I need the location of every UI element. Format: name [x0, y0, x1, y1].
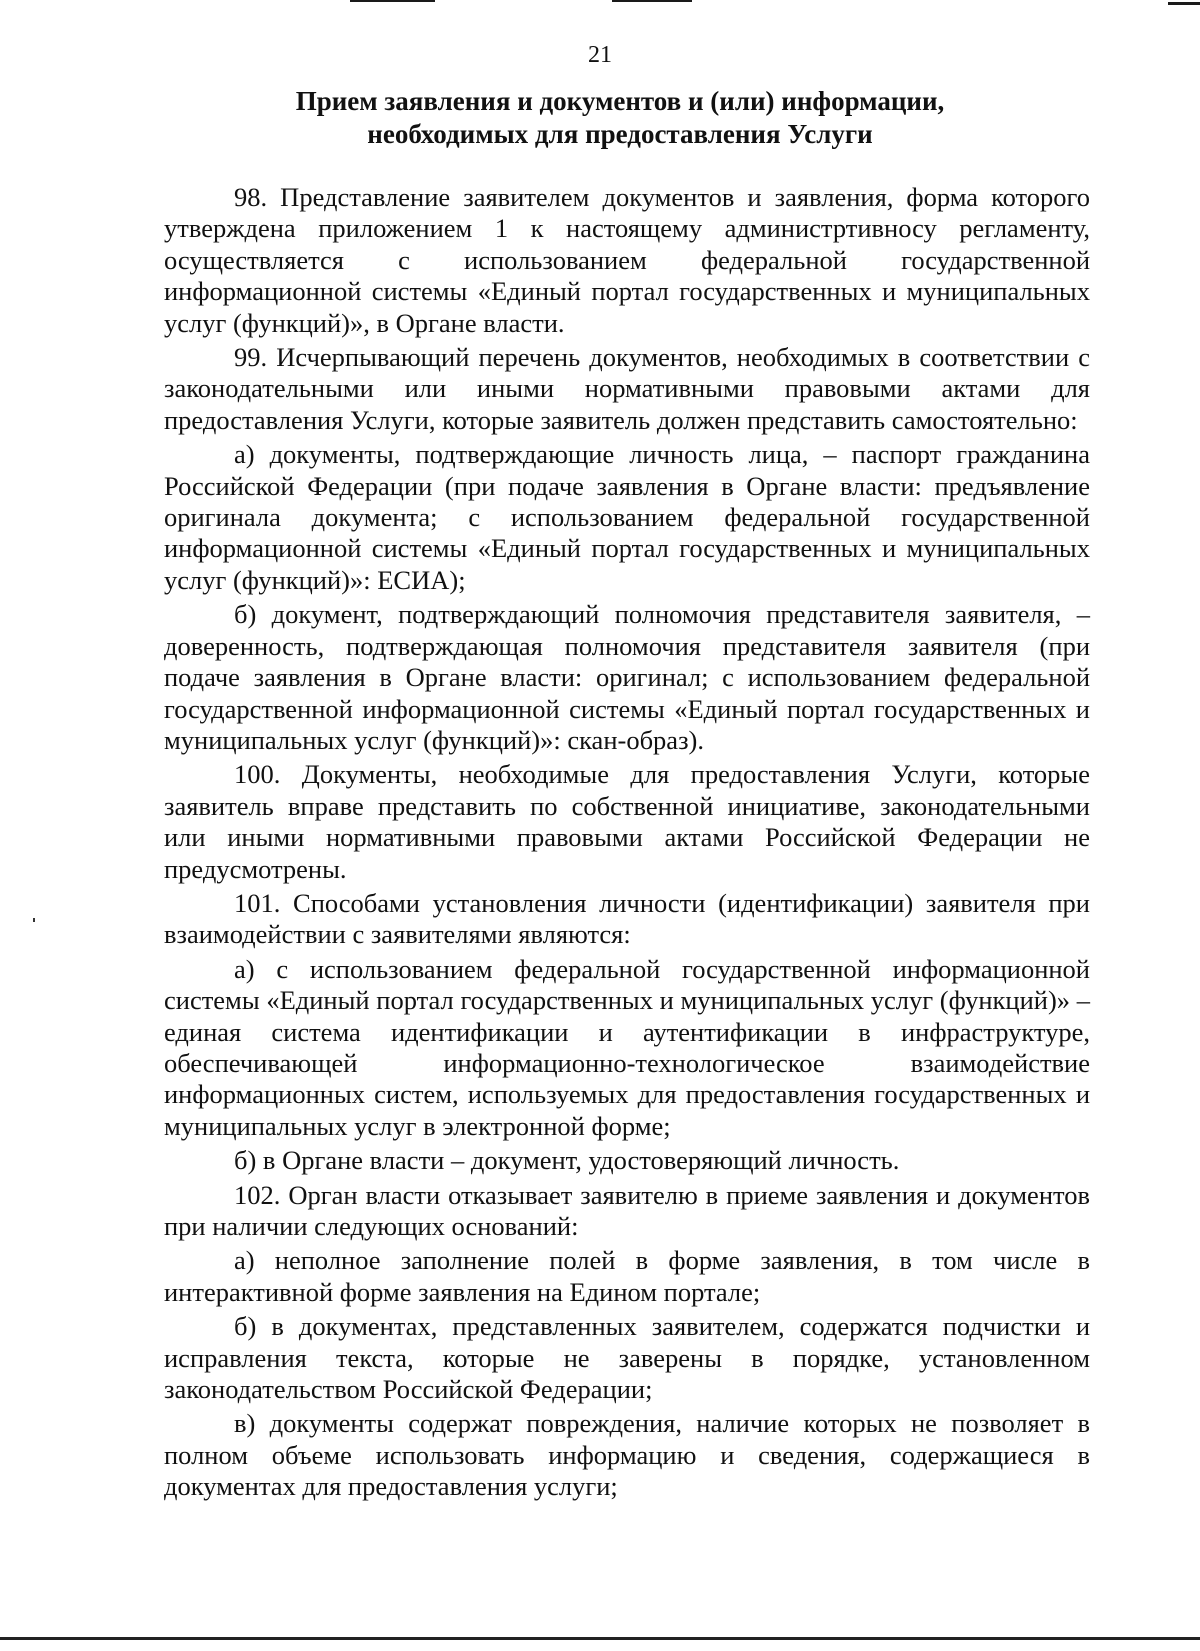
scan-artifact-corner — [1168, 2, 1200, 5]
paragraph-102-c: в) документы содержат повреждения, наличие которых не позволяет в полном объеме использовать информацию и сведения, содержащиеся в документах для предоставления услуги; — [164, 1408, 1090, 1502]
scan-artifact-bottom — [0, 1637, 1200, 1640]
page-number: 21 — [588, 42, 612, 68]
scan-artifact-top-left — [350, 0, 435, 2]
paragraph-101-a: а) с использованием федеральной государственной информационной системы «Единый портал государственных и муниципальных услуг (функций)» – единая система идентификации и аутентификации в инфраструктуре, обеспечивающей информационно-технологическое взаимодействие информационных систем, используемых для предоставления государственных и муниципальных услуг в электронной форме; — [164, 953, 1090, 1141]
paragraph-101-b: б) в Органе власти – документ, удостоверяющий личность. — [234, 1145, 900, 1176]
paragraph-102: 102. Орган власти отказывает заявителю в приеме заявления и документов при наличии следующих оснований: — [164, 1179, 1090, 1241]
paragraph-100: 100. Документы, необходимые для предоставления Услуги, которые заявитель вправе представить по собственной инициативе, законодательными или иными нормативными правовыми актами Российской Федерации не предусмотрены. — [164, 759, 1090, 884]
paragraph-102-a: а) неполное заполнение полей в форме заявления, в том числе в интерактивной форме заявления на Едином портале; — [164, 1245, 1090, 1307]
paragraph-99: 99. Исчерпывающий перечень документов, необходимых в соответствии с законодательными или иными нормативными правовыми актами для предоставления Услуги, которые заявитель должен представить самостоятельно: — [164, 342, 1090, 435]
paragraph-101: 101. Способами установления личности (идентификации) заявителя при взаимодействии с заявителями являются: — [164, 887, 1090, 950]
section-title — [160, 85, 1080, 151]
section-title-line-2: необходимых для предоставления Услуги — [367, 119, 873, 149]
scan-artifact-top-right — [612, 0, 692, 2]
section-title-line-1: Прием заявления и документов и (или) информации, — [295, 86, 945, 116]
paragraph-99-b: б) документ, подтверждающий полномочия представителя заявителя, – доверенность, подтверждающая полномочия представителя заявителя (при подаче заявления в Органе власти: оригинал; с использованием федеральной государственной информационной системы «Единый портал государственных и муниципальных услуг (функций)»: скан-образ). — [164, 599, 1090, 755]
paragraph-98: 98. Представление заявителем документов и заявления, форма которого утверждена приложением 1 к настоящему администртивносу регламенту, осуществляется с использованием федеральной государственной информационной системы «Единый портал государственных и муниципальных услуг (функций)», в Органе власти. — [164, 182, 1090, 338]
paragraph-102-b: б) в документах, представленных заявителем, содержатся подчистки и исправления текста, которые не заверены в порядке, установленном законодательством Российской Федерации; — [164, 1311, 1090, 1405]
scan-artifact-dot — [33, 918, 35, 922]
paragraph-99-a: а) документы, подтверждающие личность лица, – паспорт гражданина Российской Федерации (при подаче заявления в Органе власти: предъявление оригинала документа; с использованием федеральной государственной информационной системы «Единый портал государственных и муниципальных услуг (функций)»: ЕСИА); — [164, 439, 1090, 595]
document-body — [164, 182, 1090, 1503]
